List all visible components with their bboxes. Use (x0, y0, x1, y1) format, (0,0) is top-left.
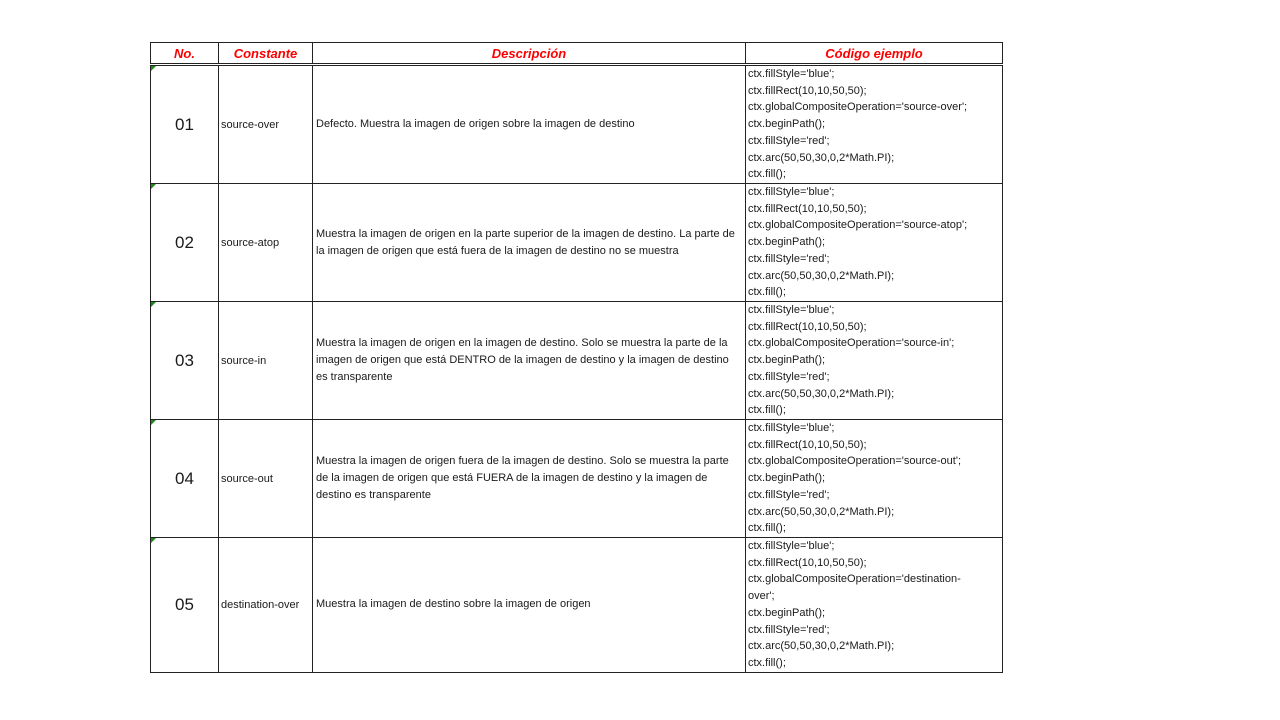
code-line: ctx.globalCompositeOperation='source-atop'; (748, 219, 968, 232)
code-line: ctx.fill(); (748, 286, 786, 299)
comment-marker-icon (151, 302, 156, 307)
row-number-cell[interactable] (151, 65, 219, 184)
row-number-cell[interactable] (151, 538, 219, 673)
row-number: 05 (175, 594, 194, 614)
code-line: ctx.fillStyle='blue'; (748, 422, 835, 434)
header-no: No. (151, 43, 219, 65)
constant-cell[interactable]: source-in (219, 302, 313, 420)
row-number: 03 (175, 350, 194, 370)
description-cell[interactable]: Muestra la imagen de origen en la imagen de destino. Solo se muestra la parte de la imagen de origen que está DENTRO de la imagen de destino y la imagen de destino es transparente (313, 302, 746, 420)
code-cell[interactable] (746, 302, 1003, 420)
code-cell[interactable] (746, 184, 1003, 302)
code-line: ctx.fillRect(10,10,50,50); (748, 320, 867, 333)
constant-cell[interactable]: source-over (219, 65, 313, 184)
code-line: ctx.fillStyle='red'; (748, 252, 830, 265)
code-line: over'; (748, 590, 775, 603)
code-line: ctx.beginPath(); (748, 236, 826, 249)
code-line: ctx.beginPath(); (748, 118, 826, 131)
code-line: ctx.arc(50,50,30,0,2*Math.PI); (748, 387, 895, 400)
constant-cell[interactable]: source-out (219, 420, 313, 538)
code-line: ctx.arc(50,50,30,0,2*Math.PI); (748, 151, 895, 164)
code-line: ctx.globalCompositeOperation='source-in'; (748, 337, 955, 350)
description-cell[interactable]: Defecto. Muestra la imagen de origen sobre la imagen de destino (313, 65, 746, 184)
code-cell[interactable] (746, 538, 1003, 673)
comment-marker-icon (151, 420, 156, 425)
code-line: ctx.fillRect(10,10,50,50); (748, 556, 867, 569)
code-line: ctx.arc(50,50,30,0,2*Math.PI); (748, 505, 895, 518)
code-line: ctx.fill(); (748, 404, 786, 417)
code-line: ctx.arc(50,50,30,0,2*Math.PI); (748, 640, 895, 653)
table-row (151, 302, 1003, 420)
row-number: 02 (175, 232, 194, 252)
table-row (151, 420, 1003, 538)
composite-operations-table (150, 42, 1003, 673)
code-line: ctx.fill(); (748, 656, 786, 669)
comment-marker-icon (151, 184, 156, 189)
header-row (151, 43, 1003, 65)
code-line: ctx.beginPath(); (748, 606, 826, 619)
row-number-cell[interactable] (151, 184, 219, 302)
code-line: ctx.fillStyle='red'; (748, 488, 830, 501)
code-line: ctx.fillStyle='blue'; (748, 540, 835, 552)
code-line: ctx.fillStyle='blue'; (748, 186, 835, 198)
header-constant: Constante (219, 43, 313, 65)
table-row (151, 538, 1003, 673)
code-cell[interactable] (746, 420, 1003, 538)
code-line: ctx.fillStyle='red'; (748, 370, 830, 383)
code-line: ctx.fillRect(10,10,50,50); (748, 84, 867, 97)
description-cell[interactable]: Muestra la imagen de destino sobre la imagen de origen (313, 538, 746, 673)
code-line: ctx.globalCompositeOperation='source-out'; (748, 455, 962, 468)
code-cell[interactable] (746, 65, 1003, 184)
code-line: ctx.globalCompositeOperation='source-over'; (748, 101, 968, 114)
code-line: ctx.fillStyle='blue'; (748, 68, 835, 80)
code-line: ctx.fillRect(10,10,50,50); (748, 202, 867, 215)
row-number-cell[interactable] (151, 302, 219, 420)
description-cell[interactable]: Muestra la imagen de origen fuera de la imagen de destino. Solo se muestra la parte de la imagen de origen que está FUERA de la imagen de destino y la imagen de destino es transparente (313, 420, 746, 538)
comment-marker-icon (151, 538, 156, 543)
code-line: ctx.arc(50,50,30,0,2*Math.PI); (748, 269, 895, 282)
code-line: ctx.fillStyle='red'; (748, 134, 830, 147)
description-cell[interactable]: Muestra la imagen de origen en la parte superior de la imagen de destino. La parte de la imagen de origen que está fuera de la imagen de destino no se muestra (313, 184, 746, 302)
code-line: ctx.beginPath(); (748, 472, 826, 485)
row-number: 01 (175, 114, 194, 134)
constant-cell[interactable]: source-atop (219, 184, 313, 302)
code-line: ctx.fill(); (748, 168, 786, 181)
constant-cell[interactable]: destination-over (219, 538, 313, 673)
code-line: ctx.globalCompositeOperation='destination- (748, 573, 961, 586)
row-number: 04 (175, 468, 194, 488)
comment-marker-icon (151, 66, 156, 71)
table-row (151, 65, 1003, 184)
code-line: ctx.beginPath(); (748, 354, 826, 367)
code-line: ctx.fill(); (748, 522, 786, 535)
code-line: ctx.fillRect(10,10,50,50); (748, 438, 867, 451)
code-line: ctx.fillStyle='blue'; (748, 304, 835, 316)
header-description: Descripción (313, 43, 746, 65)
table-row (151, 184, 1003, 302)
header-code-example: Código ejemplo (746, 43, 1003, 65)
row-number-cell[interactable] (151, 420, 219, 538)
code-line: ctx.fillStyle='red'; (748, 623, 830, 636)
